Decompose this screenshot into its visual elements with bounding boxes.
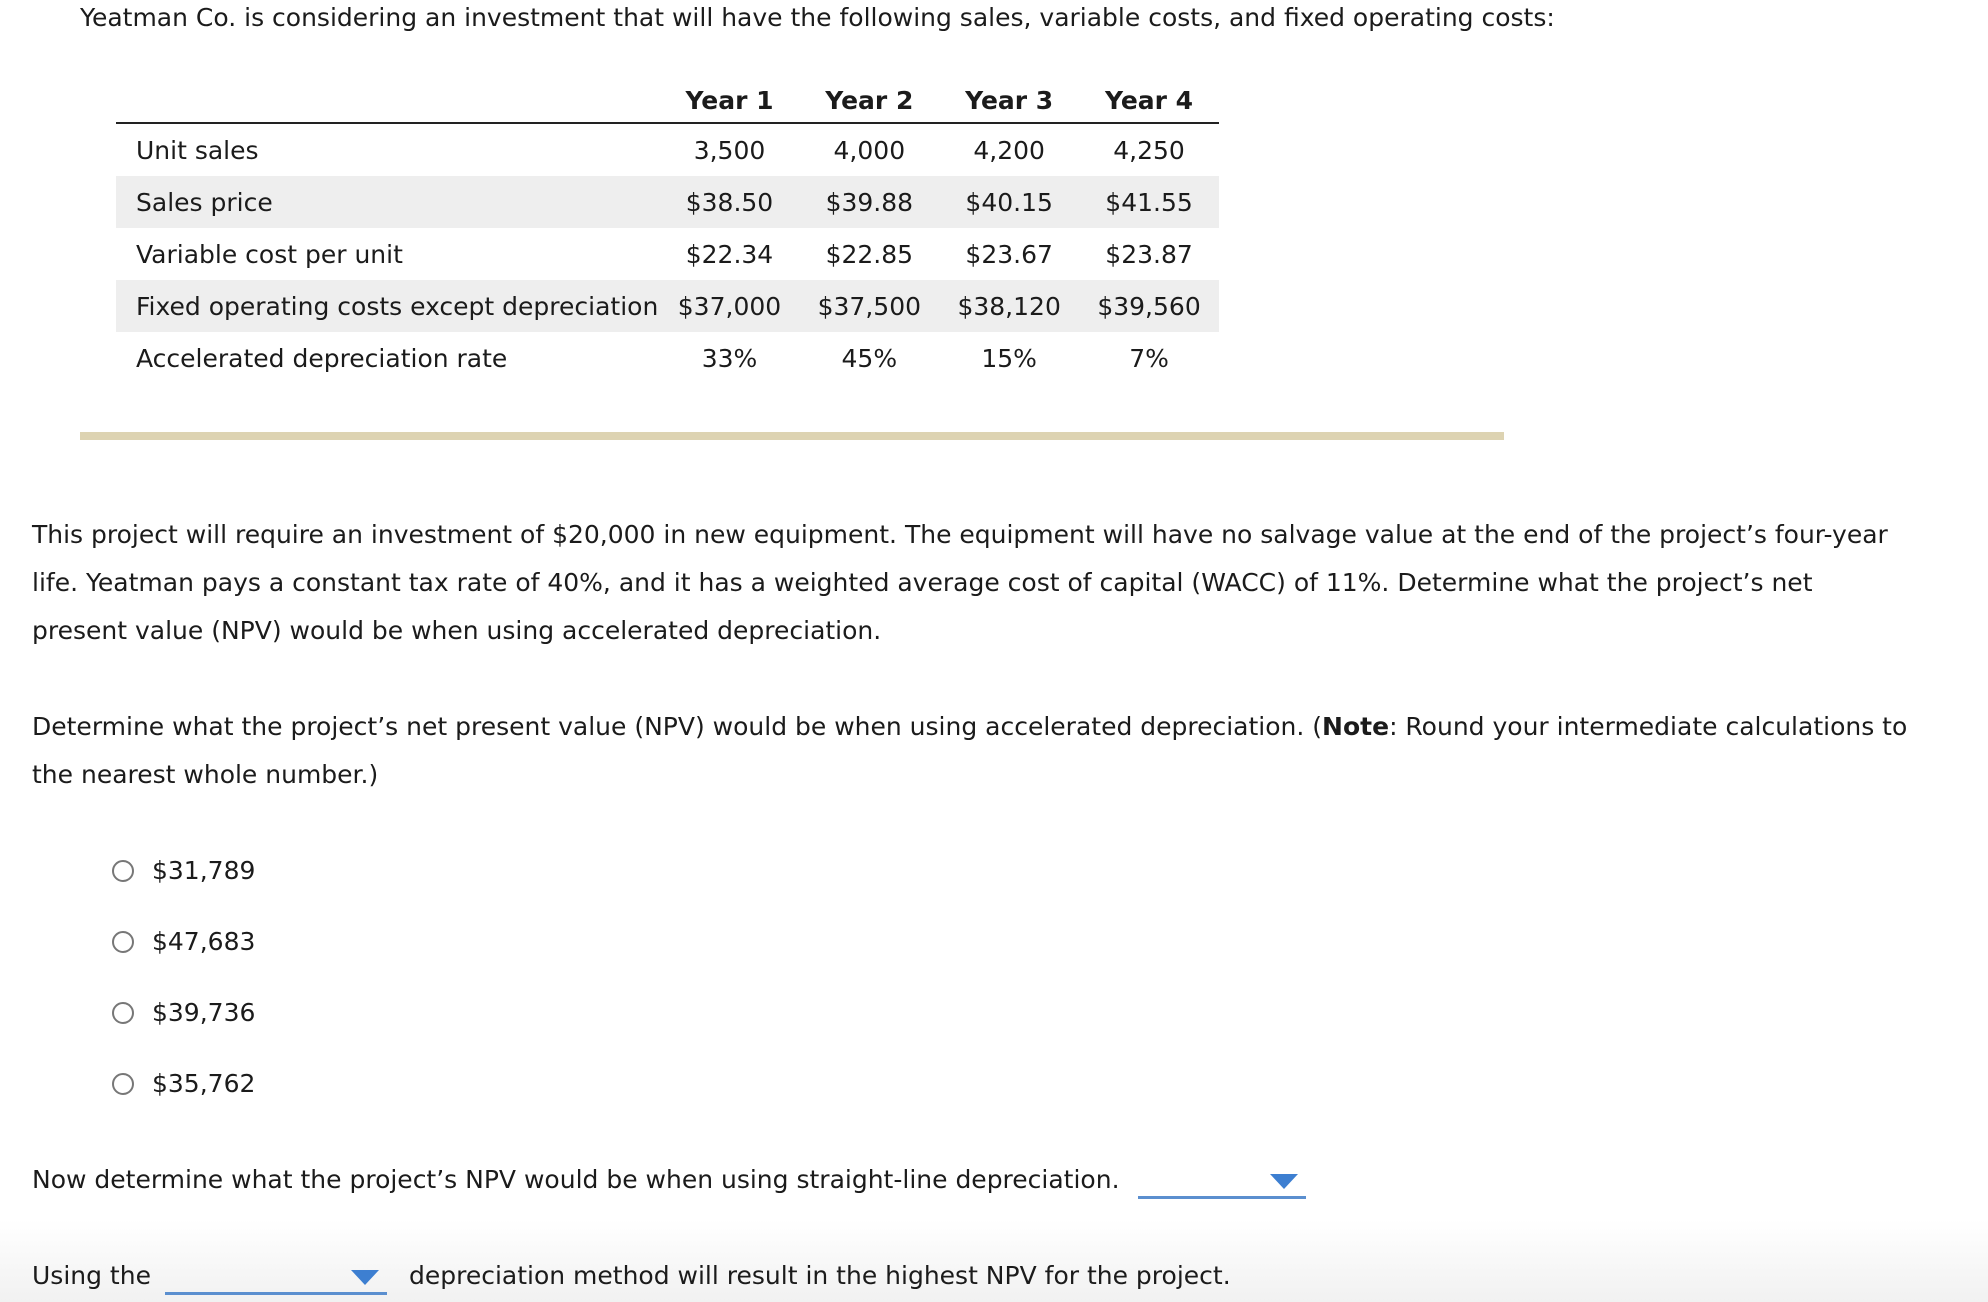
method-suffix-text: depreciation method will result in the highest NPV for the project.: [408, 1261, 1231, 1290]
table-row: [116, 332, 1219, 384]
section-divider: [80, 432, 1504, 440]
radio-button[interactable]: [112, 1073, 134, 1095]
depreciation-method-dropdown[interactable]: [165, 1258, 387, 1295]
table-cell: $40.15: [939, 176, 1079, 228]
table-cell: 4,000: [833, 135, 906, 165]
intro-text: Yeatman Co. is considering an investment that will have the following sales, variable costs, and fixed operating costs:: [80, 3, 1555, 32]
table-cell: $37,500: [799, 280, 939, 332]
question-text-end: : Round your intermediate calculations to the nearest whole number.): [32, 712, 1908, 789]
answer-option[interactable]: [112, 977, 255, 1048]
table-row: [116, 176, 1219, 228]
table-cell: 7%: [1129, 343, 1169, 373]
answer-option[interactable]: [112, 906, 255, 977]
table-cell: $41.55: [1079, 176, 1219, 228]
table-cell: $38,120: [939, 280, 1079, 332]
header-empty: [116, 78, 660, 123]
table-row: [116, 123, 1219, 176]
chevron-down-icon: [1270, 1174, 1298, 1189]
answer-option[interactable]: [112, 1048, 255, 1119]
radio-button[interactable]: [112, 1002, 134, 1024]
straight-line-npv-dropdown[interactable]: [1138, 1162, 1306, 1199]
table-cell: 3,500: [693, 135, 766, 165]
question-text: [32, 703, 1912, 799]
row-label: Sales price: [116, 176, 660, 228]
table-cell: $23.67: [965, 239, 1053, 269]
option-label: $35,762: [152, 1069, 256, 1098]
question-text-start: Determine what the project’s net present value (NPV) would be when using accelerated depreciation. (: [32, 712, 1323, 741]
table-cell: 4,200: [973, 135, 1045, 165]
table-row: [116, 228, 1219, 280]
table-header-row: [116, 78, 1219, 123]
answer-options: [112, 835, 255, 1119]
table-cell: $22.85: [825, 239, 914, 269]
option-label: $39,736: [152, 998, 256, 1027]
problem-paragraph: This project will require an investment of $20,000 in new equipment. The equipment will have no salvage value at the end of the project’s four-year life. Yeatman pays a constant tax rate of 40%, and it has a weighted average cost of capital (WACC) of 11%. Determine what the project’s net present value (NPV) would be when using accelerated depreciation.: [32, 520, 1888, 645]
table-row: [116, 280, 1219, 332]
table-cell: $39,560: [1079, 280, 1219, 332]
radio-button[interactable]: [112, 931, 134, 953]
table-cell: $38.50: [660, 176, 800, 228]
straight-line-question: [32, 1160, 1306, 1200]
table-cell: 45%: [841, 343, 898, 373]
cost-table: [116, 78, 1219, 384]
option-label: $31,789: [152, 856, 256, 885]
row-label: Accelerated depreciation rate: [136, 343, 508, 373]
table-cell: $22.34: [685, 239, 774, 269]
table-cell: 33%: [701, 343, 758, 373]
method-question: [32, 1256, 1231, 1296]
straight-line-prompt: Now determine what the project’s NPV would be when using straight-line depreciation.: [32, 1165, 1120, 1194]
using-the-label: Using the: [32, 1261, 151, 1290]
table-cell: 4,250: [1113, 135, 1185, 165]
row-label: Variable cost per unit: [136, 239, 403, 269]
header-year-1: Year 1: [660, 78, 800, 123]
header-year-3: Year 3: [939, 78, 1079, 123]
row-label: Fixed operating costs except depreciation: [116, 280, 660, 332]
chevron-down-icon: [351, 1270, 379, 1285]
option-label: $47,683: [152, 927, 256, 956]
radio-button[interactable]: [112, 860, 134, 882]
table-cell: $39.88: [799, 176, 939, 228]
table-cell: $37,000: [660, 280, 800, 332]
table-cell: $23.87: [1105, 239, 1193, 269]
note-label: Note: [1322, 712, 1390, 741]
row-label: Unit sales: [136, 135, 259, 165]
header-year-2: Year 2: [799, 78, 939, 123]
header-year-4: Year 4: [1079, 78, 1219, 123]
table-cell: 15%: [981, 343, 1037, 373]
answer-option[interactable]: [112, 835, 255, 906]
